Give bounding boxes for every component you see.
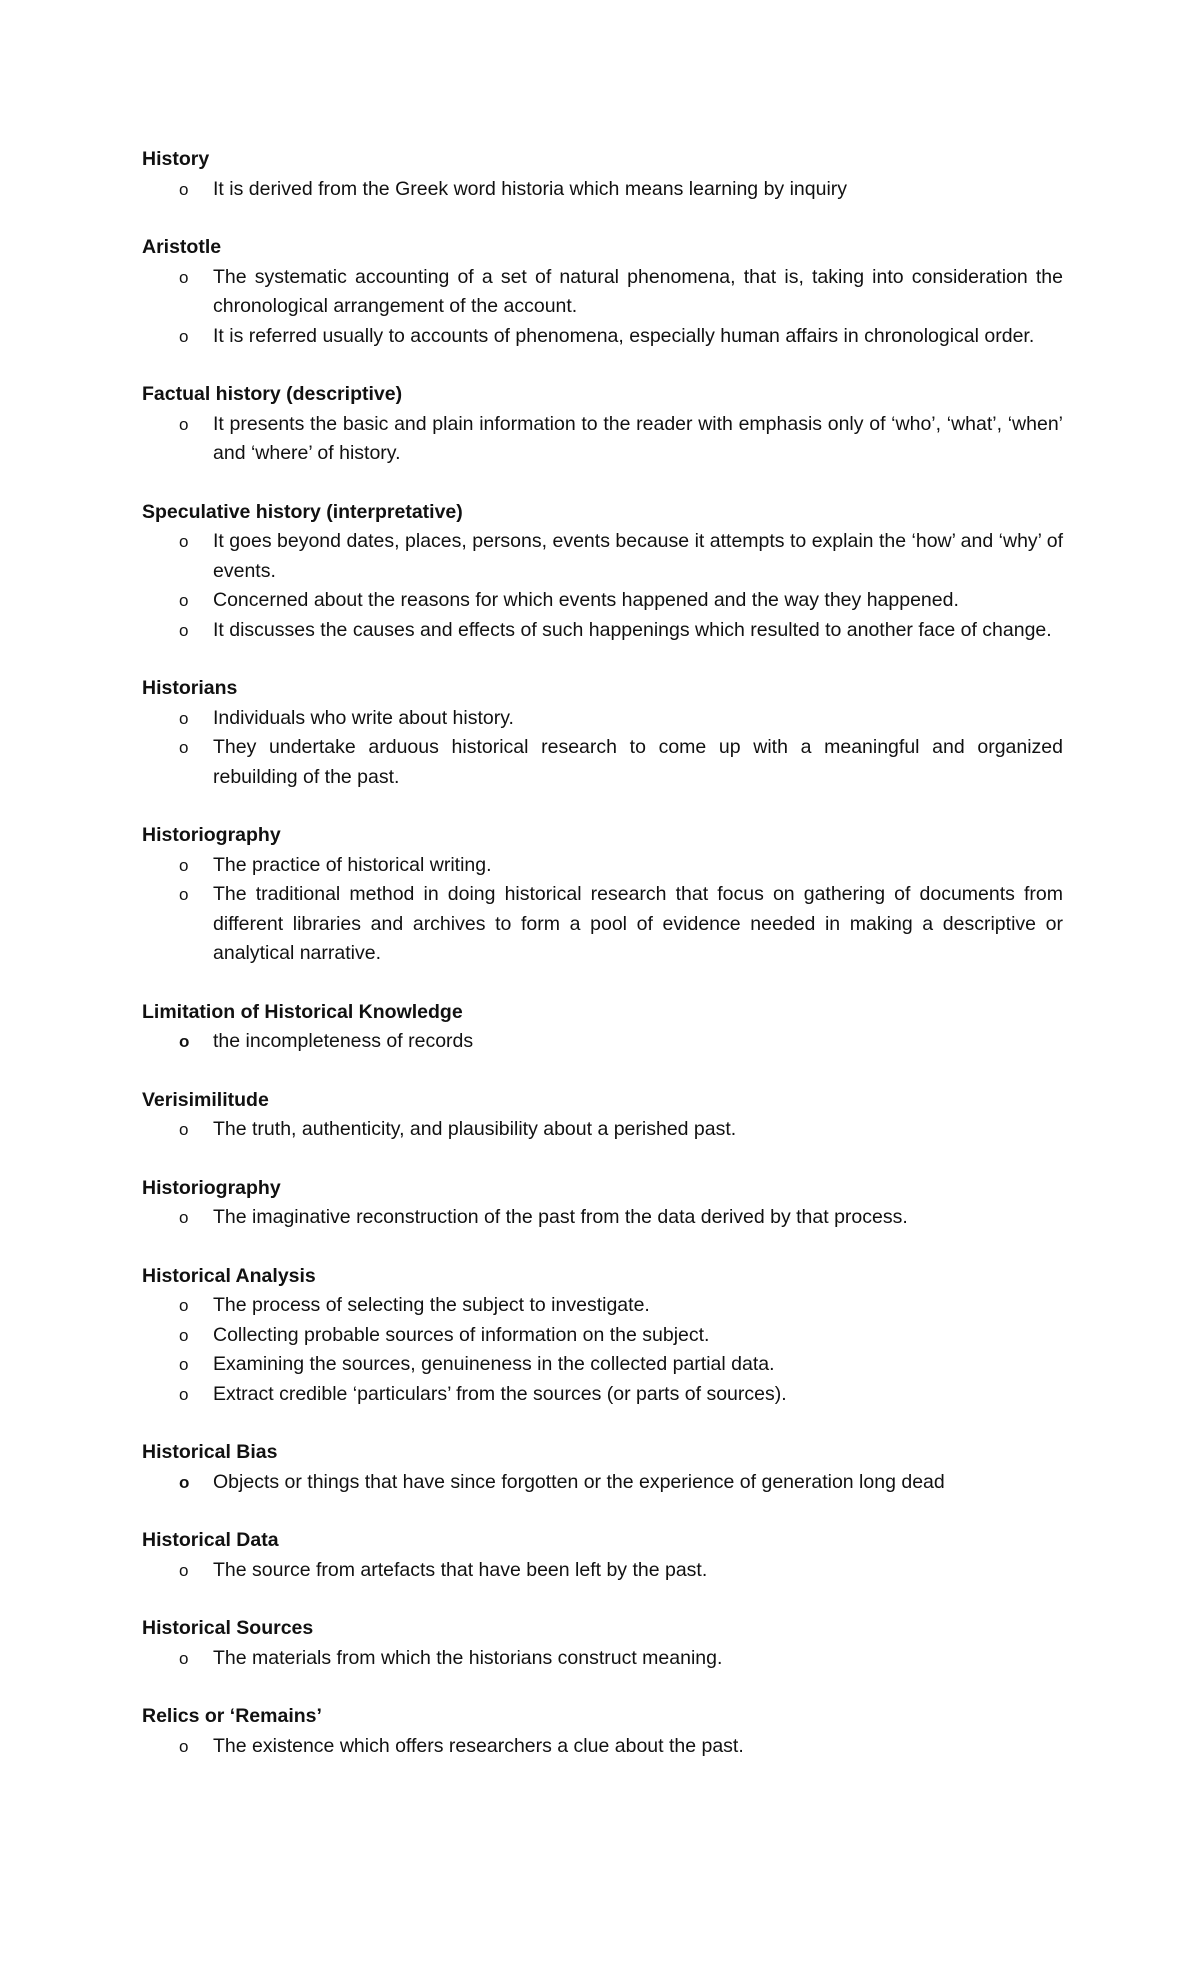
section [142,1086,1063,1145]
bullet-marker: o [179,1208,189,1227]
bullet-list [142,1027,1063,1057]
bullet-marker: o [179,414,189,434]
list-item-text: It goes beyond dates, places, persons, events because it attempts to explain the ‘how’ and ‘why’ of events. [213,530,1063,582]
section [142,145,1063,204]
list-item-text: The practice of historical writing. [213,853,492,876]
list-item [142,175,1063,205]
list-item-text: Objects or things that have since forgotten or the experience of generation long dead [213,1470,945,1493]
list-item-text: the incompleteness of records [213,1030,474,1052]
section [142,498,1063,646]
list-item-text: The imaginative reconstruction of the past from the data derived by that process. [213,1206,908,1228]
list-item-text: It discusses the causes and effects of such happenings which resulted to another face of change. [213,618,1052,641]
section [142,1614,1063,1673]
section-heading: Aristotle [142,236,222,258]
list-item [142,1027,1063,1057]
list-item-text: The materials from which the historians construct meaning. [213,1646,723,1669]
bullet-marker: o [179,1120,189,1139]
section [142,998,1063,1057]
list-item [142,1380,1063,1410]
list-item-text: It is referred usually to accounts of phenomena, especially human affairs in chronological order. [213,324,1035,347]
list-item [142,1115,1063,1145]
section-heading: Historical Bias [142,1441,278,1463]
bullet-marker: o [179,1296,189,1315]
section [142,380,1063,469]
bullet-list [142,1644,1063,1674]
bullet-marker: o [179,591,189,610]
bullet-list [142,410,1063,469]
list-item [142,1644,1063,1674]
list-item [142,1732,1063,1762]
bullet-marker: o [179,708,189,728]
section-heading: Historical Analysis [142,1264,316,1287]
bullet-marker: o [179,532,189,551]
bullet-marker: o [179,1736,189,1756]
bullet-list [142,527,1063,645]
list-item [142,1321,1063,1351]
list-item-text: The systematic accounting of a set of natural phenomena, that is, taking into consideration the chronological arrangement of the account. [213,265,1063,317]
list-item-text: The traditional method in doing historical research that focus on gathering of documents from different libraries and archives to form a pool of evidence needed in making a descriptive or analytical narrative. [213,883,1063,964]
bullet-list [142,263,1063,352]
bullet-list [142,175,1063,205]
section-heading: Historical Sources [142,1617,314,1639]
list-item-text: Extract credible ‘particulars’ from the sources (or parts of sources). [213,1382,787,1405]
section [142,674,1063,792]
section-heading: Limitation of Historical Knowledge [142,1000,463,1023]
section-heading: Speculative history (interpretative) [142,500,463,523]
list-item-text: They undertake arduous historical research to come up with a meaningful and organized rebuilding of the past. [213,736,1063,788]
list-item-text: Examining the sources, genuineness in the collected partial data. [213,1353,775,1375]
bullet-marker: o [179,1325,189,1345]
section [142,1526,1063,1585]
list-item [142,616,1063,646]
section-heading: Factual history (descriptive) [142,383,403,405]
list-item-text: The process of selecting the subject to investigate. [213,1294,650,1316]
bullet-list [142,851,1063,969]
list-item [142,851,1063,881]
section-heading: Verisimilitude [142,1088,269,1111]
list-item [142,880,1063,969]
list-item [142,1203,1063,1233]
bullet-list [142,1732,1063,1762]
bullet-marker: o [179,326,189,346]
list-item [142,733,1063,792]
bullet-marker: o [179,738,189,757]
section [142,1438,1063,1497]
list-item [142,704,1063,734]
bullet-marker: o [179,1384,189,1404]
bullet-list [142,1203,1063,1233]
bullet-list [142,704,1063,793]
bullet-marker: o [179,1560,189,1580]
list-item [142,1350,1063,1380]
bullet-marker: o [179,885,189,904]
section-heading: History [142,148,210,170]
bullet-list [142,1291,1063,1409]
section [142,233,1063,351]
list-item-text: Collecting probable sources of information on the subject. [213,1323,710,1346]
section [142,1174,1063,1233]
list-item [142,586,1063,616]
list-item-text: The truth, authenticity, and plausibility about a perished past. [213,1118,737,1140]
bullet-list [142,1556,1063,1586]
bullet-marker: o [179,620,189,640]
bullet-list [142,1115,1063,1145]
bullet-marker: o [179,855,189,875]
list-item-text: It presents the basic and plain information to the reader with emphasis only of ‘who’, ‘what’, ‘when’ and ‘where’ of history. [213,412,1063,464]
list-item [142,410,1063,469]
list-item [142,1468,1063,1498]
section-heading: Relics or ‘Remains’ [142,1705,322,1727]
list-item [142,1291,1063,1321]
bullet-marker: o [179,1032,190,1051]
section [142,821,1063,969]
bullet-list [142,1468,1063,1498]
list-item [142,322,1063,352]
list-item-text: The source from artefacts that have been left by the past. [213,1558,708,1581]
list-item [142,1556,1063,1586]
list-item [142,527,1063,586]
section-heading: Historiography [142,824,281,846]
bullet-marker: o [179,1472,190,1492]
section [142,1702,1063,1761]
section-heading: Historiography [142,1176,281,1199]
bullet-marker: o [179,179,189,199]
bullet-marker: o [179,1355,189,1374]
list-item-text: Concerned about the reasons for which events happened and the way they happened. [213,589,959,611]
list-item-text: It is derived from the Greek word historia which means learning by inquiry [213,177,848,200]
bullet-marker: o [179,267,189,287]
bullet-marker: o [179,1648,189,1668]
list-item-text: Individuals who write about history. [213,706,514,729]
section [142,1262,1063,1410]
section-heading: Historical Data [142,1529,279,1551]
list-item-text: The existence which offers researchers a clue about the past. [213,1734,744,1757]
section-heading: Historians [142,677,238,699]
document-body [142,145,1063,1761]
list-item [142,263,1063,322]
